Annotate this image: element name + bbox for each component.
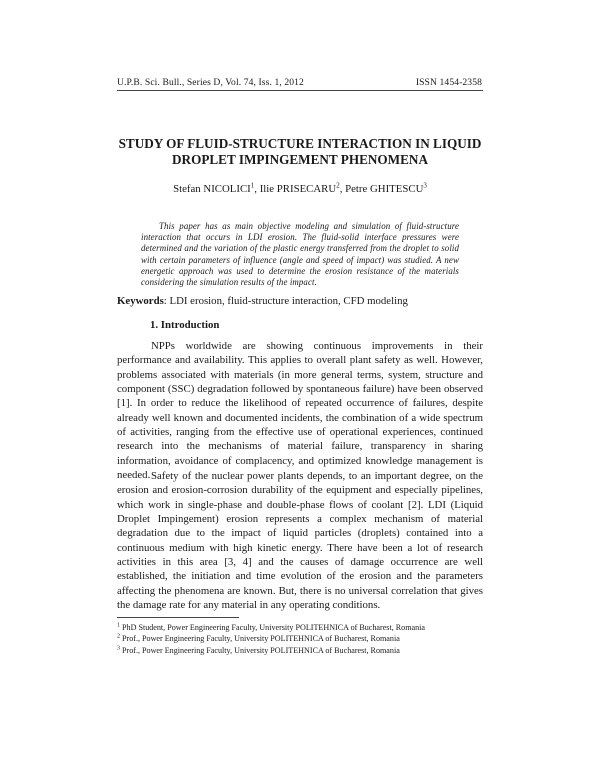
footnotes (117, 622, 483, 656)
footnote-mark: 2 (117, 633, 120, 640)
author-name: Petre GHITESCU (345, 183, 424, 195)
footnote-text: PhD Student, Power Engineering Faculty, University POLITEHNICA of Bucharest, Romania (120, 623, 425, 632)
header-rule (117, 90, 483, 91)
footnote (117, 633, 483, 644)
author-name: Ilie PRISECARU (259, 183, 337, 195)
footnote-text: Prof., Power Engineering Faculty, University POLITEHNICA of Bucharest, Romania (120, 645, 400, 655)
footnote (117, 645, 483, 656)
section-heading: 1. Introduction (150, 319, 220, 331)
footnote-mark: 1 (117, 622, 120, 629)
footnote-mark: 3 (117, 644, 120, 651)
keywords-label: Keywords (117, 295, 164, 307)
running-header-journal: U.P.B. Sci. Bull., Series D, Vol. 74, Iss. 1, 2012 (117, 77, 304, 88)
keywords-text: : LDI erosion, fluid-structure interaction, CFD modeling (163, 295, 408, 307)
author-affiliation-mark: 2 (336, 181, 340, 190)
author-separator: , (339, 183, 346, 195)
running-header-issn: ISSN 1454-2358 (415, 77, 482, 88)
keywords (117, 295, 483, 307)
footnote (117, 622, 483, 633)
abstract: This paper has as main objective modeling and simulation of fluid-structure interaction that occurs in LDI erosion. The fluid-solid interface pressures were determined and the variation of the plastic energy transferred from the droplet to solid with certain parameters of influence (angle and speed of impact) was studied. A new energetic approach was used to determine the erosion resistance of the materials considering the simulation results of the impact. (141, 221, 459, 288)
author-affiliation-mark: 3 (423, 181, 427, 190)
paper-title: STUDY OF FLUID-STRUCTURE INTERACTION IN LIQUID DROPLET IMPINGEMENT PHENOMENA (118, 136, 482, 167)
author-list (100, 183, 500, 195)
body-paragraph: Safety of the nuclear power plants depends, to an important degree, on the erosion and erosion-corrosion durability of the equipment and especially pipelines, which work in single-phase and double-phase flows of coolant [2]. LDI (Liquid Droplet Impingement) erosion represents a complex mechanism of material degradation due to the impact of liquid particles (droplets) contained into a continuous medium with high kinetic energy. There have been a lot of research activities in this area [3, 4] and the causes of damage occurrence are well established, the initiation and time evolution of the erosion and the parameters affecting the phenomena are known. But, there is no universal correlation that gives the damage rate for any material in any operating conditions. (117, 470, 483, 612)
author-name: Stefan NICOLICI (173, 183, 251, 195)
footnote-text: Prof., Power Engineering Faculty, University POLITEHNICA of Bucharest, Romania (120, 634, 400, 644)
footnote-rule (117, 617, 239, 618)
body-paragraph: NPPs worldwide are showing continuous improvements in their performance and availability. This applies to overall plant safety as well. However, problems associated with materials (in more general terms, system, structure and component (SSC) degradation followed by spontaneous failure) have been observed [1]. In order to reduce the likelihood of repeated occurrence of failures, despite already well known and documented incidents, the combination of a wide spectrum of activities, ranging from the effective use of operational experiences, continued research into the mechanisms of material failure, transparency in sharing information, avoidance of complacency, and optimized knowledge management is needed. (117, 340, 483, 482)
author-separator: , (254, 183, 260, 195)
author-affiliation-mark: 1 (250, 181, 255, 190)
